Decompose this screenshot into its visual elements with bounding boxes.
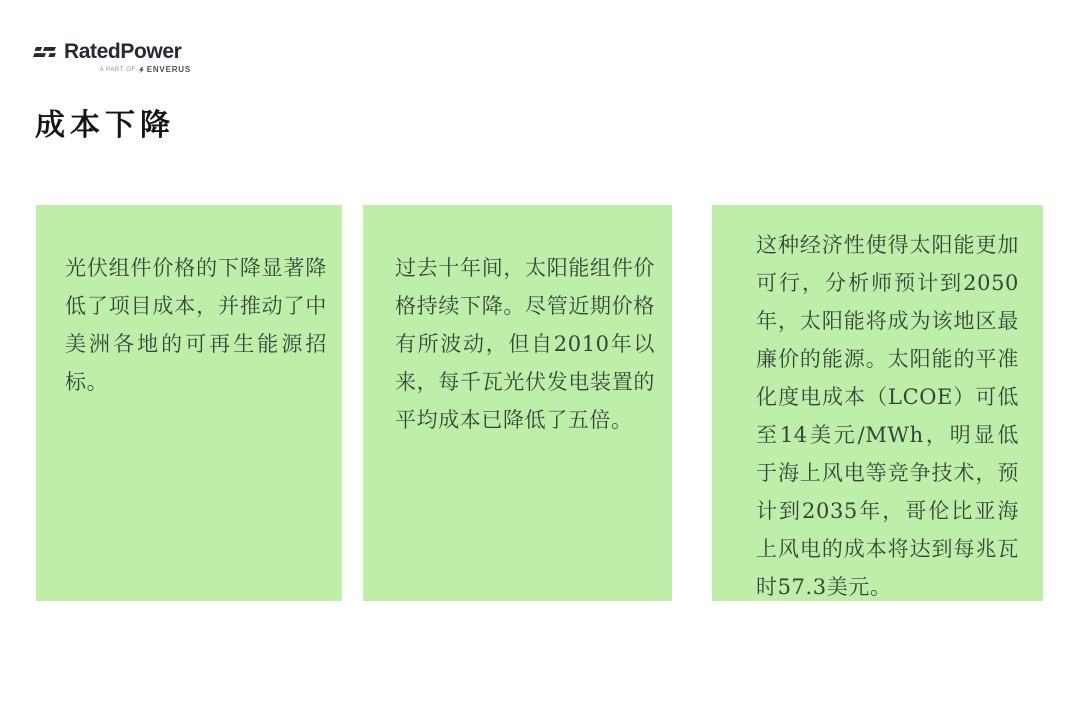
- card-text-1: 光伏组件价格的下降显著降低了项目成本，并推动了中美洲各地的可再生能源招标。: [65, 256, 327, 394]
- ratedpower-logo-icon: [33, 44, 59, 60]
- brand-header: [33, 40, 193, 74]
- enverus-bolt-icon: [139, 66, 144, 74]
- enverus-tagline: [33, 65, 193, 74]
- card-text-3: 这种经济性使得太阳能更加可行，分析师预计到2050年，太阳能将成为该地区最廉价的能源。太阳能的平准化度电成本（LCOE）可低至14美元/MWh，明显低于海上风电等竞争技术，预计到2035年，哥伦比亚海上风电的成本将达到每兆瓦时57.3美元。: [756, 233, 1019, 599]
- info-card-lcoe-forecast: [712, 205, 1043, 601]
- info-card-pv-prices: [36, 205, 342, 601]
- card-text-2: 过去十年间，太阳能组件价格持续下降。尽管近期价格有所波动，但自2010年以来，每千瓦光伏发电装置的平均成本已降低了五倍。: [395, 256, 655, 432]
- tagline-brand: ENVERUS: [146, 65, 191, 74]
- tagline-prefix: A PART OF: [99, 66, 136, 73]
- info-card-decade-decline: [363, 205, 672, 601]
- ratedpower-logo-text: RatedPower: [64, 40, 182, 63]
- page-title: 成本下降: [35, 108, 175, 143]
